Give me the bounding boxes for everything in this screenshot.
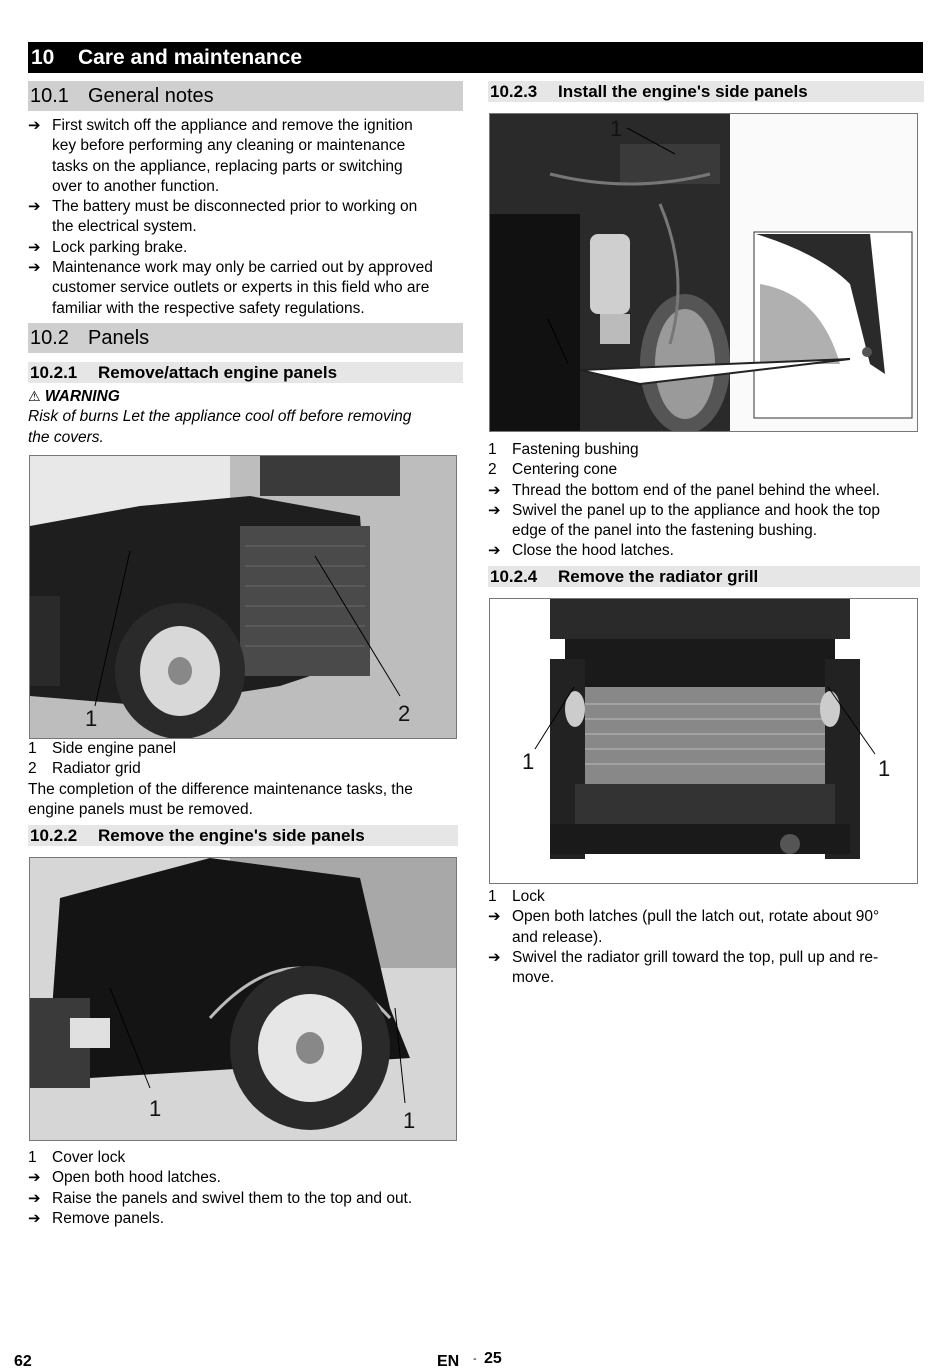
step-text: Open both hood latches. [52, 1169, 221, 1187]
chapter-number: 10 [31, 46, 55, 69]
step-text: and release). [512, 928, 603, 946]
subsection-title: Install the engine's side panels [558, 82, 808, 101]
callout-label: 2 [536, 297, 549, 322]
subsection-heading-install-side [488, 81, 924, 102]
step-text: Swivel the panel up to the appliance and hook the top [512, 501, 880, 519]
page-number-right: 25 [484, 1350, 502, 1367]
arrow-right-icon: ➔ [28, 117, 41, 134]
arrow-right-icon: ➔ [28, 238, 41, 256]
bullet-item [28, 238, 468, 258]
subsection-heading-remove-attach [28, 362, 463, 383]
legend-item [28, 739, 468, 759]
subsection-number: 10.2.4 [490, 567, 538, 586]
section-title: Panels [88, 327, 150, 349]
legend-label: Side engine panel [52, 740, 177, 757]
chapter-title: Care and maintenance [78, 46, 303, 69]
photo-install-panels [489, 113, 918, 432]
arrow-right-icon: ➔ [28, 259, 41, 277]
arrow-right-icon: ➔ [28, 198, 41, 216]
bullet-line: tasks on the appliance, replacing parts or switching [52, 157, 403, 175]
step-item [488, 948, 928, 989]
legend-item [28, 1148, 468, 1168]
remove-side-instructions [28, 1148, 468, 1229]
legend-number: 1 [488, 888, 497, 905]
step-item [488, 541, 928, 561]
step-item [28, 1168, 468, 1188]
bullet-line: familiar with the respective safety regulations. [52, 299, 365, 317]
subsection-title: Remove the engine's side panels [98, 826, 365, 845]
bullet-line: First switch off the appliance and remove the ignition [52, 117, 413, 134]
bullet-line: The battery must be disconnected prior to working on [52, 198, 418, 216]
photo-radiator-grill [489, 598, 918, 884]
arrow-right-icon: ➔ [28, 1189, 41, 1207]
bullet-line: key before performing any cleaning or maintenance [52, 137, 406, 155]
callout-label: 1 [522, 749, 535, 774]
bullet-line: customer service outlets or experts in this field who are [52, 279, 430, 297]
subsection-title: Remove/attach engine panels [98, 363, 338, 382]
warning-triangle-icon: ⚠ [28, 388, 41, 404]
callout-label: 1 [610, 116, 623, 141]
legend-number: 1 [28, 740, 37, 757]
warning-text: Risk of burns Let the appliance cool off before removing [28, 408, 412, 426]
callout-label: 1 [149, 1096, 162, 1121]
subsection-heading-remove-side [28, 825, 458, 846]
step-text: Remove panels. [52, 1209, 165, 1227]
general-notes-list [28, 116, 468, 319]
callout-label: 1 [878, 756, 891, 781]
subsection-number: 10.2.1 [30, 363, 78, 382]
bullet-line: the electrical system. [52, 218, 197, 236]
bullet-item [28, 197, 468, 238]
legend-label: Fastening bushing [512, 441, 639, 458]
step-text: Close the hood latches. [512, 542, 674, 560]
legend-number: 1 [28, 1149, 37, 1166]
legend-item [488, 460, 928, 480]
warning-block [28, 386, 468, 448]
bullet-item [28, 116, 468, 197]
legend-item [28, 759, 468, 779]
legend-label: Radiator grid [52, 760, 141, 778]
step-item [28, 1189, 468, 1209]
radiator-instructions [488, 887, 928, 988]
section-title: General notes [88, 85, 214, 107]
arrow-right-icon: ➔ [488, 481, 501, 499]
arrow-right-icon: ➔ [28, 1169, 41, 1187]
callout-label: 1 [85, 706, 98, 731]
arrow-right-icon: ➔ [488, 908, 501, 926]
subsection-title: Remove the radiator grill [558, 567, 759, 586]
step-text: move. [512, 969, 555, 987]
subsection-number: 10.2.2 [30, 826, 78, 845]
step-item [488, 481, 928, 501]
step-text: Open both latches (pull the latch out, rotate about 90° [512, 908, 880, 926]
note-text: The completion of the difference maintenance tasks, the [28, 780, 413, 798]
arrow-right-icon: ➔ [488, 542, 501, 560]
section-heading-general-notes [28, 81, 463, 111]
chapter-heading [28, 42, 923, 73]
install-side-instructions [488, 440, 928, 562]
legend-label: Cover lock [52, 1149, 126, 1166]
legend-label: Lock [512, 888, 545, 905]
warning-text: the covers. [28, 428, 104, 446]
page-number-left: 62 [14, 1353, 32, 1370]
remove-attach-legend [28, 739, 468, 820]
legend-item [488, 440, 928, 460]
legend-number: 1 [488, 441, 497, 458]
step-item [28, 1209, 468, 1229]
bullet-item [28, 258, 468, 319]
note-text: engine panels must be removed. [28, 800, 253, 818]
legend-label: Centering cone [512, 461, 618, 479]
legend-number: 2 [488, 461, 497, 479]
arrow-right-icon: ➔ [488, 501, 501, 519]
footer-separator: - [473, 1353, 477, 1365]
photo-side-panels [29, 857, 457, 1141]
bullet-line: Lock parking brake. [52, 238, 188, 256]
legend-item [488, 887, 928, 907]
legend-number: 2 [28, 760, 37, 778]
callout-label: 1 [403, 1108, 416, 1133]
warning-label: WARNING [44, 388, 120, 405]
step-item [488, 907, 928, 948]
subsection-heading-radiator [488, 566, 920, 587]
step-text: Thread the bottom end of the panel behind the wheel. [512, 481, 880, 499]
section-heading-panels [28, 323, 463, 353]
bullet-line: over to another function. [52, 177, 220, 195]
callout-label: 2 [398, 701, 411, 726]
subsection-number: 10.2.3 [490, 82, 538, 101]
section-number: 10.2 [30, 327, 69, 349]
language-code: EN [437, 1353, 460, 1370]
photo-engine-panels [29, 455, 457, 739]
arrow-right-icon: ➔ [488, 948, 501, 966]
step-item [488, 501, 928, 542]
step-text: Raise the panels and swivel them to the top and out. [52, 1189, 413, 1207]
step-text: edge of the panel into the fastening bushing. [512, 522, 818, 540]
step-text: Swivel the radiator grill toward the top, pull up and re- [512, 948, 879, 966]
section-number: 10.1 [30, 85, 69, 107]
arrow-right-icon: ➔ [28, 1209, 41, 1227]
bullet-line: Maintenance work may only be carried out by approved [52, 259, 433, 277]
